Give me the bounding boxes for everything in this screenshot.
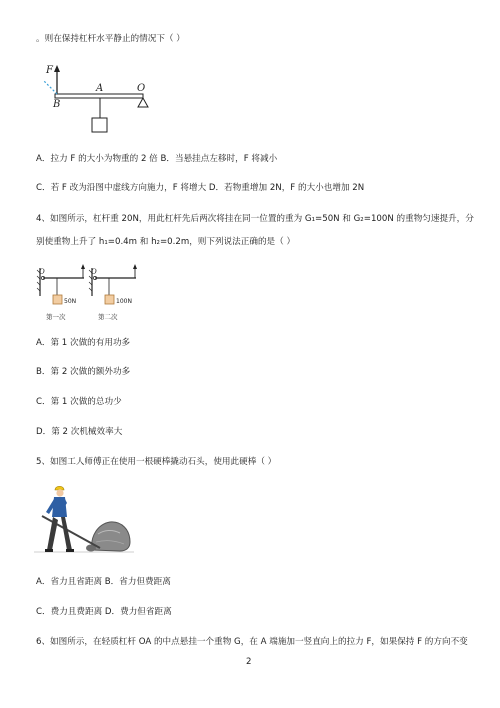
lever-diagram-q4 [34,262,154,322]
page-number: 2 [246,657,252,667]
q5-stem: 5、如图工人师傅正在使用一根硬棒撬动石头，使用此硬棒（ ） [36,457,277,467]
q3-options-ab: A．拉力 F 的大小为物重的 2 倍 B．当悬挂点左移时，F 将减小 [36,154,278,164]
weight-label-2: 100N [116,298,132,305]
q4-option-d: D．第 2 次机械效率大 [36,427,123,437]
label-o2: O [91,268,97,276]
caption-1: 第一次 [46,313,66,321]
lever-bar [55,94,143,98]
q3-stem-tail: 。则在保持杠杆水平静止的情况下（ ） [36,34,185,44]
worker-lever-illustration [34,484,134,556]
setup-second [89,264,137,321]
label-o1: O [39,268,45,276]
setup-first [37,264,85,321]
weight-label-1: 50N [64,298,77,305]
q3-options-cd: C．若 F 改为沿图中虚线方向施力，F 将增大 D．若物重增加 2N，F 的大小也增加 2N [36,183,365,193]
weight-box [92,118,107,132]
label-F: F [46,65,53,76]
weight-2 [105,295,114,304]
q4-stem-line2: 别使重物上升了 h₁=0.4m 和 h₂=0.2m，则下列说法正确的是（ ） [36,237,296,247]
q4-option-c: C．第 1 次做的总功少 [36,397,122,407]
lever-diagram-q3 [40,60,160,140]
label-A: A [96,83,104,94]
weight-1 [53,295,62,304]
q4-stem-line1: 4、如图所示，杠杆重 20N，用此杠杆先后两次将挂在同一位置的重为 G₁=50N 和 G₂=100N 的重物匀速提升，分 [36,214,474,224]
pivot-triangle [138,98,148,107]
dashed-force-direction [43,80,57,94]
force-arrowhead [54,65,60,72]
q6-stem: 6、如图所示，在轻质杠杆 OA 的中点悬挂一个重物 G，在 A 端施加一竖直向上的拉力 F，如果保持 F 的方向不变 [36,637,468,647]
q4-option-b: B．第 2 次做的额外功多 [36,367,131,377]
label-O: O [137,83,146,94]
caption-2: 第二次 [98,313,118,321]
label-B: B [53,99,61,110]
q5-options-cd: C．费力且费距离 D．费力但省距离 [36,607,172,617]
q4-option-a: A．第 1 次做的有用功多 [36,338,131,348]
q5-options-ab: A．省力且省距离 B．省力但费距离 [36,577,171,587]
